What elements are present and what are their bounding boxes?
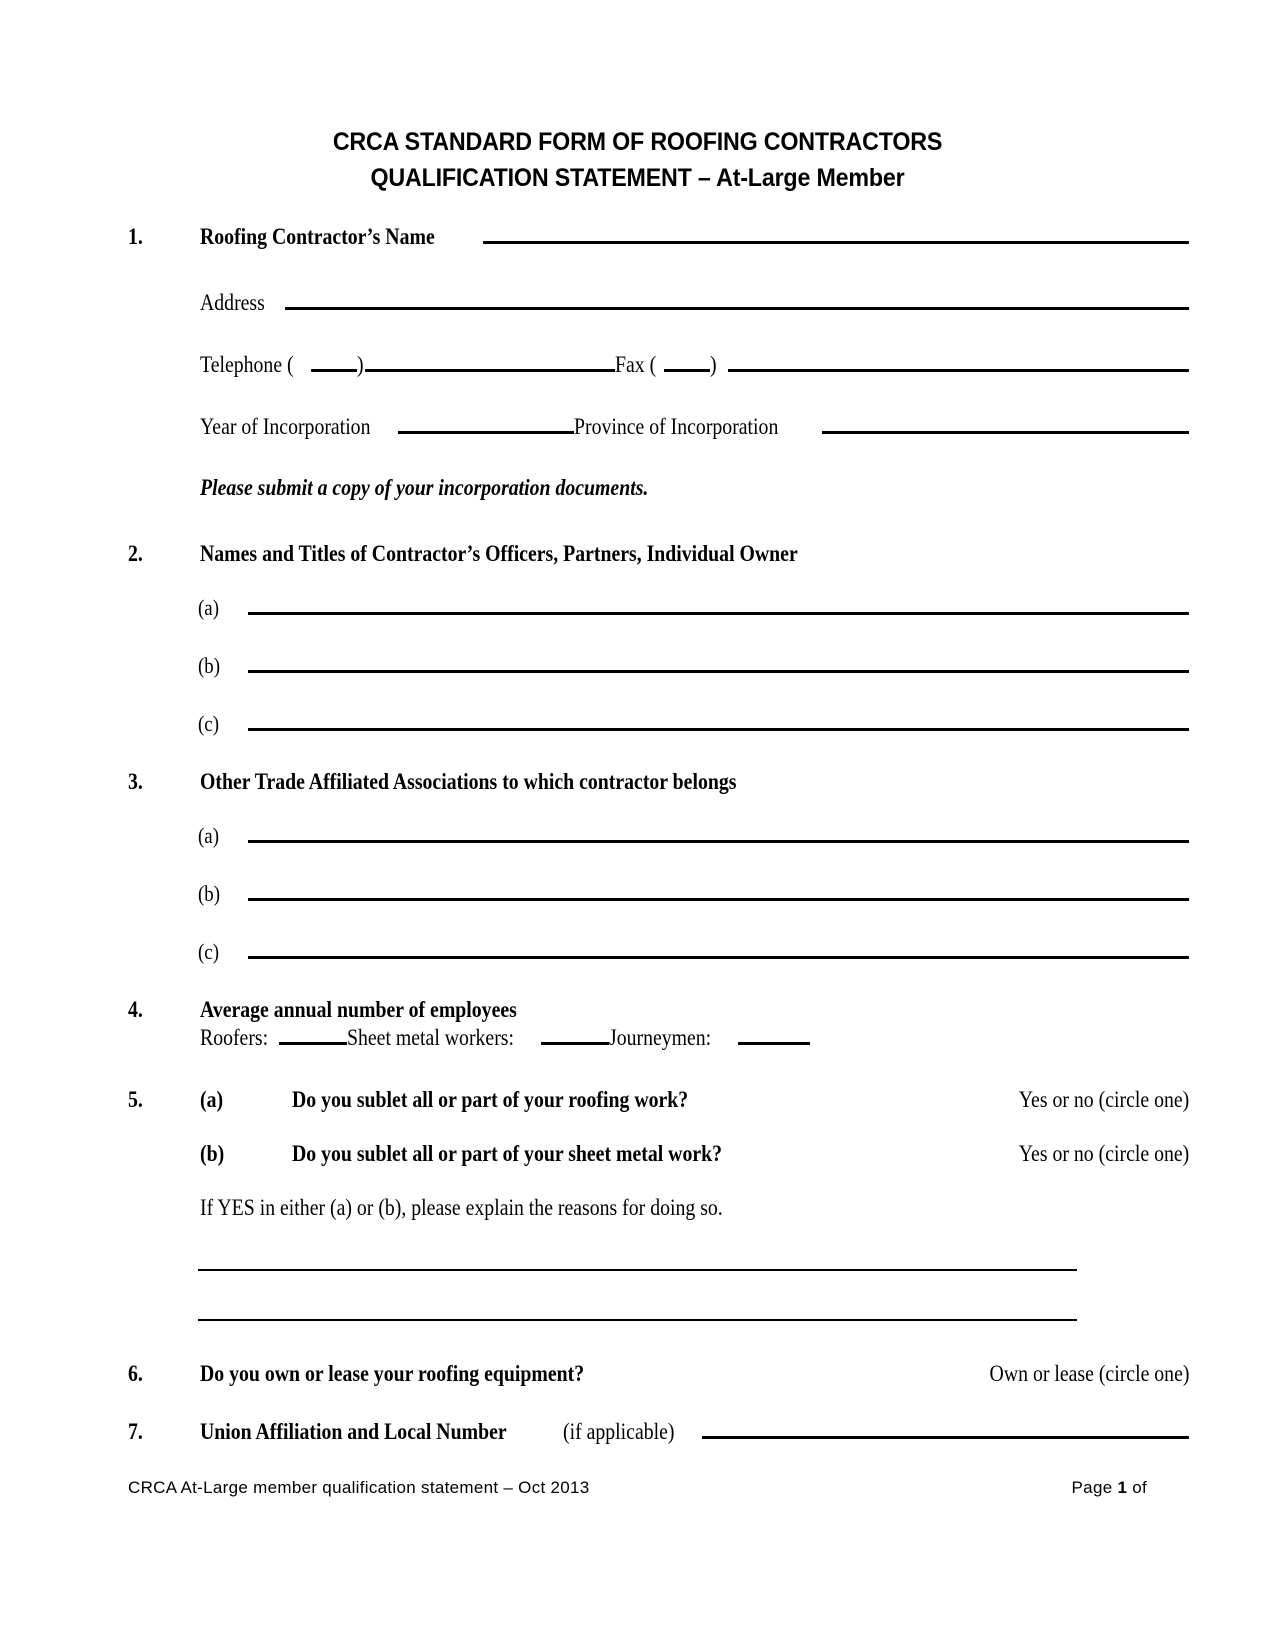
- footer-page-number: 1: [1117, 1478, 1128, 1497]
- note-text: Please submit a copy of your incorporation documents.: [200, 475, 649, 501]
- input-officer-c[interactable]: [248, 728, 1189, 731]
- footer-page-indicator: [1072, 1478, 1147, 1498]
- answer-sublet-sheet-metal[interactable]: Yes or no (circle one): [1018, 1140, 1189, 1166]
- associations-row-a: [0, 823, 1275, 849]
- section-associations: [0, 769, 1275, 795]
- input-association-b[interactable]: [248, 898, 1189, 901]
- input-journeymen-count[interactable]: [738, 1042, 810, 1045]
- associations-marker-b: (b): [198, 881, 221, 906]
- answer-sublet-roofing[interactable]: Yes or no (circle one): [1018, 1086, 1189, 1112]
- question-sublet-roofing: [0, 1087, 1275, 1113]
- label-fax: Fax (: [614, 351, 656, 377]
- item-number-6: 6.: [128, 1360, 143, 1386]
- label-fax-close: ): [710, 351, 718, 377]
- document-title: [0, 0, 1275, 196]
- item-number-4: 4.: [128, 997, 143, 1022]
- section-officers: [0, 541, 1275, 567]
- title-line-1: CRCA STANDARD FORM OF ROOFING CONTRACTORS: [332, 128, 943, 156]
- form-body: [0, 224, 1275, 1445]
- label-contractor-name: Roofing Contractor’s Name: [200, 224, 435, 249]
- explain-text: If YES in either (a) or (b), please explain the reasons for doing so.: [200, 1194, 723, 1220]
- label-officers: Names and Titles of Contractor’s Officers, Partners, Individual Owner: [200, 541, 798, 566]
- label-province-incorporation: Province of Incorporation: [574, 413, 779, 439]
- label-employees: Average annual number of employees: [200, 997, 517, 1022]
- officers-marker-c: (c): [198, 711, 220, 736]
- label-telephone: Telephone (: [200, 351, 294, 377]
- input-province-incorporation[interactable]: [822, 431, 1189, 434]
- associations-marker-a: (a): [198, 823, 220, 848]
- explain-instruction: [0, 1195, 1275, 1221]
- input-association-a[interactable]: [248, 840, 1189, 843]
- item-number-5: 5.: [128, 1086, 143, 1112]
- associations-row-b: [0, 881, 1275, 907]
- input-telephone-areacode[interactable]: [311, 369, 357, 372]
- input-fax[interactable]: [728, 369, 1189, 372]
- note-incorporation-documents: [0, 475, 1275, 501]
- item-number-1: 1.: [128, 224, 143, 249]
- label-sublet-sheet-metal: Do you sublet all or part of your sheet metal work?: [292, 1140, 723, 1166]
- section-employees: [0, 997, 1275, 1023]
- label-journeymen: Journeymen:: [609, 1025, 712, 1050]
- input-telephone[interactable]: [365, 369, 615, 372]
- footer-page-word: Page: [1071, 1478, 1113, 1497]
- page-footer: [128, 1478, 1147, 1498]
- answer-equipment-ownership[interactable]: Own or lease (circle one): [989, 1360, 1189, 1386]
- input-fax-areacode[interactable]: [664, 369, 710, 372]
- officers-marker-b: (b): [198, 653, 221, 678]
- field-telephone-fax: [0, 352, 1275, 378]
- field-incorporation: [0, 414, 1275, 440]
- item-number-7: 7.: [128, 1418, 143, 1444]
- question-sublet-sheet-metal: [0, 1141, 1275, 1167]
- label-associations: Other Trade Affiliated Associations to which contractor belongs: [200, 769, 737, 794]
- footer-of-word: of: [1132, 1478, 1147, 1497]
- label-union-qualifier: (if applicable): [562, 1418, 675, 1444]
- label-address: Address: [200, 290, 265, 315]
- field-contractor-name: [0, 224, 1275, 250]
- label-sheet-metal-workers: Sheet metal workers:: [347, 1025, 515, 1050]
- officers-row-c: [0, 711, 1275, 737]
- label-sublet-roofing: Do you sublet all or part of your roofing work?: [292, 1086, 689, 1112]
- input-year-incorporation[interactable]: [398, 431, 574, 434]
- question-marker-5a: (a): [200, 1086, 224, 1112]
- label-roofers: Roofers:: [200, 1025, 269, 1050]
- field-address: [0, 290, 1275, 316]
- input-sheet-metal-count[interactable]: [541, 1042, 609, 1045]
- question-marker-5b: (b): [200, 1140, 225, 1166]
- employees-counts-row: [0, 1025, 1275, 1051]
- item-number-3: 3.: [128, 769, 143, 794]
- label-telephone-close: ): [356, 351, 364, 377]
- input-union-affiliation[interactable]: [702, 1436, 1189, 1439]
- input-address[interactable]: [285, 307, 1189, 310]
- field-union-affiliation: [0, 1419, 1275, 1445]
- officers-row-a: [0, 595, 1275, 621]
- officers-marker-a: (a): [198, 595, 220, 620]
- label-equipment-ownership: Do you own or lease your roofing equipment?: [200, 1360, 585, 1386]
- footer-left-text: CRCA At-Large member qualification statement – Oct 2013: [128, 1478, 590, 1497]
- title-line-2: QUALIFICATION STATEMENT – At-Large Member: [370, 164, 905, 192]
- input-association-c[interactable]: [248, 956, 1189, 959]
- associations-marker-c: (c): [198, 939, 220, 964]
- item-number-2: 2.: [128, 541, 143, 566]
- officers-row-b: [0, 653, 1275, 679]
- input-contractor-name[interactable]: [483, 241, 1189, 244]
- input-officer-b[interactable]: [248, 670, 1189, 673]
- input-roofers-count[interactable]: [279, 1042, 347, 1045]
- associations-row-c: [0, 939, 1275, 965]
- label-union-affiliation: Union Affiliation and Local Number: [200, 1418, 507, 1444]
- question-equipment-ownership: [0, 1361, 1275, 1387]
- input-officer-a[interactable]: [248, 612, 1189, 615]
- label-year-incorporation: Year of Incorporation: [200, 413, 371, 439]
